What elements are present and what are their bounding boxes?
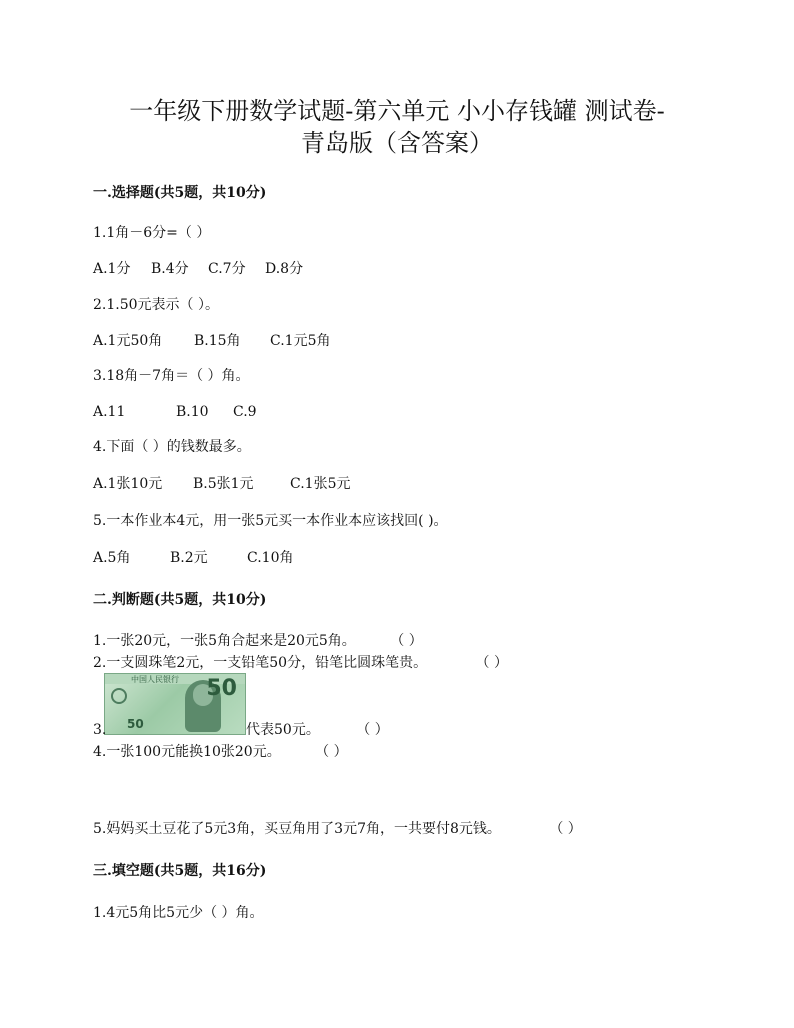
option-b: B.5张1元 xyxy=(193,476,254,492)
option-c: C.10角 xyxy=(247,550,294,566)
banknote-emblem-icon xyxy=(111,688,127,704)
answer-paren: （ ） xyxy=(549,821,582,837)
choice-q3-options xyxy=(93,403,257,421)
answer-paren: （ ） xyxy=(390,633,423,649)
option-b: B.15角 xyxy=(194,333,241,349)
choice-q5-options xyxy=(93,549,293,567)
judge-q4-text: 4.一张100元能换10张20元。 xyxy=(93,744,281,760)
option-a: A.1张10元 xyxy=(93,476,163,492)
judge-q2-text: 2.一支圆珠笔2元，一支铅笔50分，铅笔比圆珠笔贵。 xyxy=(93,655,428,671)
banknote-50-image xyxy=(104,673,246,735)
answer-paren: （ ） xyxy=(356,722,389,738)
banknote-denomination-small: 50 xyxy=(127,717,144,731)
judge-q3-text: 代表50元。 xyxy=(246,722,320,738)
choice-q1: 1.1角－6分=（ ） xyxy=(93,225,211,241)
judge-q1-text: 1.一张20元，一张5角合起来是20元5角。 xyxy=(93,633,356,649)
option-a: A.11 xyxy=(93,404,126,420)
option-c: C.1张5元 xyxy=(290,476,351,492)
doc-title-line1: 一年级下册数学试题-第六单元 小小存钱罐 测试卷- xyxy=(129,97,665,125)
judge-q1 xyxy=(93,632,423,650)
choice-q1-options xyxy=(93,260,303,278)
option-b: B.10 xyxy=(176,404,209,420)
doc-title-line2: 青岛版（含答案） xyxy=(301,129,493,157)
option-b: B.2元 xyxy=(170,550,208,566)
banknote-issuer: 中国人民银行 xyxy=(131,675,179,684)
option-a: A.1分 xyxy=(93,261,131,277)
option-c: C.1元5角 xyxy=(270,333,331,349)
banknote-denomination: 50 xyxy=(206,676,237,701)
option-a: A.5角 xyxy=(93,550,131,566)
judge-q5-text: 5.妈妈买土豆花了5元3角，买豆角用了3元7角，一共要付8元钱。 xyxy=(93,821,501,837)
choice-q2: 2.1.50元表示（ ）。 xyxy=(93,297,219,313)
option-b: B.4分 xyxy=(151,261,189,277)
option-a: A.1元50角 xyxy=(93,333,163,349)
choice-q4-options xyxy=(93,475,350,493)
judge-q4 xyxy=(93,743,348,761)
section-heading-choice: 一.选择题(共5题，共10分) xyxy=(93,185,267,201)
judge-q3 xyxy=(246,721,389,739)
option-c: C.7分 xyxy=(208,261,246,277)
answer-paren: （ ） xyxy=(475,655,508,671)
judge-q2 xyxy=(93,654,508,672)
choice-q5: 5.一本作业本4元，用一张5元买一本作业本应该找回( )。 xyxy=(93,513,448,529)
fill-q1: 1.4元5角比5元少（ ）角。 xyxy=(93,905,264,921)
section-heading-fill: 三.填空题(共5题，共16分) xyxy=(93,863,267,879)
judge-q3-number: 3. xyxy=(93,722,107,738)
answer-paren: （ ） xyxy=(315,744,348,760)
choice-q2-options xyxy=(93,332,330,350)
section-heading-judge: 二.判断题(共5题，共10分) xyxy=(93,592,267,608)
choice-q4: 4.下面（ ）的钱数最多。 xyxy=(93,439,251,455)
choice-q3: 3.18角－7角＝（ ）角。 xyxy=(93,368,250,384)
judge-q5 xyxy=(93,820,582,838)
option-c: C.9 xyxy=(233,404,257,420)
option-d: D.8分 xyxy=(265,261,304,277)
